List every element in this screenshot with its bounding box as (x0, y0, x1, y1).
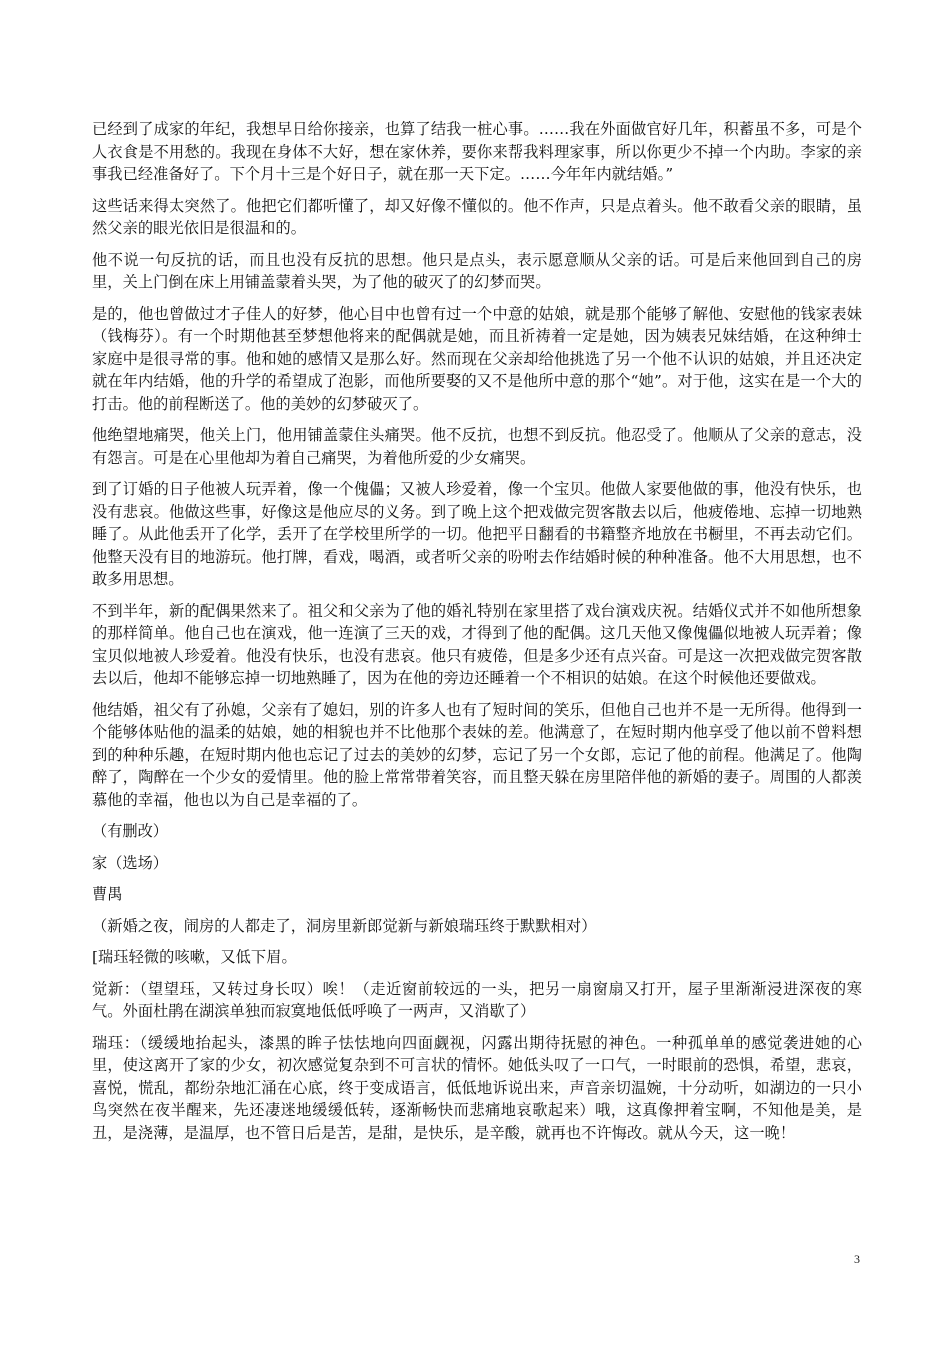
narrative-paragraph: 是的，他也曾做过才子佳人的好梦，他心目中也曾有过一个中意的姑娘，就是那个能够了解他、安慰他的钱家表妹（钱梅芬）。有一个时期他甚至梦想他将来的配偶就是她，而且祈祷着一定是她，因为姨表兄妹结婚，在这种绅士家庭中是很寻常的事。他和她的感情又是那么好。然而现在父亲却给他挑选了另一个他不认识的姑娘，并且还决定就在年内结婚，他的升学的希望成了泡影，而他所要娶的又不是他所中意的那个“她”。对于他，这实在是一个大的打击。他的前程断送了。他的美妙的幻梦破灭了。 (92, 304, 862, 413)
excerpt-title: 家（选场） (92, 853, 168, 872)
stage-direction: （新婚之夜，闹房的人都走了，洞房里新郎觉新与新娘瑞珏终于默默相对） (92, 916, 597, 935)
narrative-paragraph: 他结婚，祖父有了孙媳，父亲有了媳妇，别的许多人也有了短时间的笑乐，但他自己也并不是一无所得。他得到一个能够体贴他的温柔的姑娘，她的相貌也并不比他那个表妹的差。他满意了，在短时期内他享受了他以前不曾料想到的种种乐趣，在短时期内他也忘记了过去的美妙的幻梦，忘记了另一个女郎，忘记了他的前程。他满足了。他陶醉了，陶醉在一个少女的爱情里。他的脸上常常带着笑容，而且整天躲在房里陪伴他的新婚的妻子。周围的人都羡慕他的幸福，他也以为自己是幸福的了。 (92, 700, 862, 809)
narrative-paragraph: 不到半年，新的配偶果然来了。祖父和父亲为了他的婚礼特别在家里搭了戏台演戏庆祝。结婚仪式并不如他所想象的那样简单。他自己也在演戏，他一连演了三天的戏，才得到了他的配偶。这几天他又像傀儡似地被人玩弄着；像宝贝似地被人珍爱着。他没有快乐，也没有悲哀。他只有疲倦，但是多少还有点兴奋。可是这一次把戏做完贺客散去以后，他却不能够忘掉一切地熟睡了，因为在他的旁边还睡着一个不相识的姑娘。在这个时候他还要做戏。 (92, 601, 862, 687)
action-line: [瑞珏轻微的咳嗽，又低下眉。 (92, 948, 297, 966)
narrative-paragraph: 到了订婚的日子他被人玩弄着，像一个傀儡；又被人珍爱着，像一个宝贝。他做人家要他做的事，他没有快乐，也没有悲哀。他做这些事，好像这是他应尽的义务。到了晚上这个把戏做完贺客散去以后，他疲倦地、忘掉一切地熟睡了。从此他丢开了化学，丢开了在学校里所学的一切。他把平日翻看的书籍整齐地放在书橱里，不再去动它们。他整天没有目的地游玩。他打牌，看戏，喝酒，或者听父亲的吩咐去作结婚时候的种种准备。他不大用思想，也不敢多用思想。 (92, 480, 862, 588)
dialogue-line: 瑞珏：（缓缓地抬起头，漆黑的眸子怯怯地向四面觑视，闪露出期待抚慰的神色。一种孤单单的感觉袭进她的心里，使这离开了家的少女，初次感觉复杂到不可言状的情怀。她低头叹了一口气，一时眼前的恐惧，希望，悲哀，喜悦，慌乱，都纷杂地汇涌在心底，终于变成语言，低低地诉说出来，声音亲切温婉，十分动听，如湖边的一只小鸟突然在夜半醒来，先还凄迷地缓缓低转，逐渐畅快而悲痛地哀歌起来）哦，这真像押着宝啊，不知他是美，是丑，是浇薄，是温厚，也不管日后是苦，是甜，是快乐，是辛酸，就再也不许悔改。就从今天，这一晚！ (92, 1033, 862, 1142)
page-number: 3 (854, 1252, 860, 1266)
narrative-paragraph: 他绝望地痛哭，他关上门，他用铺盖蒙住头痛哭。他不反抗，也想不到反抗。他忍受了。他顺从了父亲的意志，没有怨言。可是在心里他却为着自己痛哭，为着他所爱的少女痛哭。 (92, 426, 862, 467)
dialogue-line: 觉新：（望望珏，又转过身长叹）唉！（走近窗前较远的一头，把另一扇窗扇又打开，屋子里渐渐浸进深夜的寒气。外面杜鹃在湖滨单独而寂寞地低低呼唤了一两声，又消歇了） (92, 979, 862, 1020)
narrative-paragraph: 已经到了成家的年纪，我想早日给你接亲，也算了结我一桩心事。……我在外面做官好几年，积蓄虽不多，可是个人衣食是不用愁的。我现在身体不大好，想在家休养，要你来帮我料理家事，所以你更少不掉一个内助。李家的亲事我已经准备好了。下个月十三是个好日子，就在那一天下定。……今年年内就结婚。” (92, 120, 862, 183)
edit-note: （有删改） (92, 822, 168, 840)
narrative-paragraph: 他不说一句反抗的话，而且也没有反抗的思想。他只是点头，表示愿意顺从父亲的话。可是后来他回到自己的房里，关上门倒在床上用铺盖蒙着头哭，为了他的破灭了的幻梦而哭。 (92, 250, 862, 291)
document-body (92, 118, 862, 1153)
author-name: 曹禺 (92, 885, 123, 903)
narrative-paragraph: 这些话来得太突然了。他把它们都听懂了，却又好像不懂似的。他不作声，只是点着头。他不敢看父亲的眼睛，虽然父亲的眼光依旧是很温和的。 (92, 196, 862, 237)
